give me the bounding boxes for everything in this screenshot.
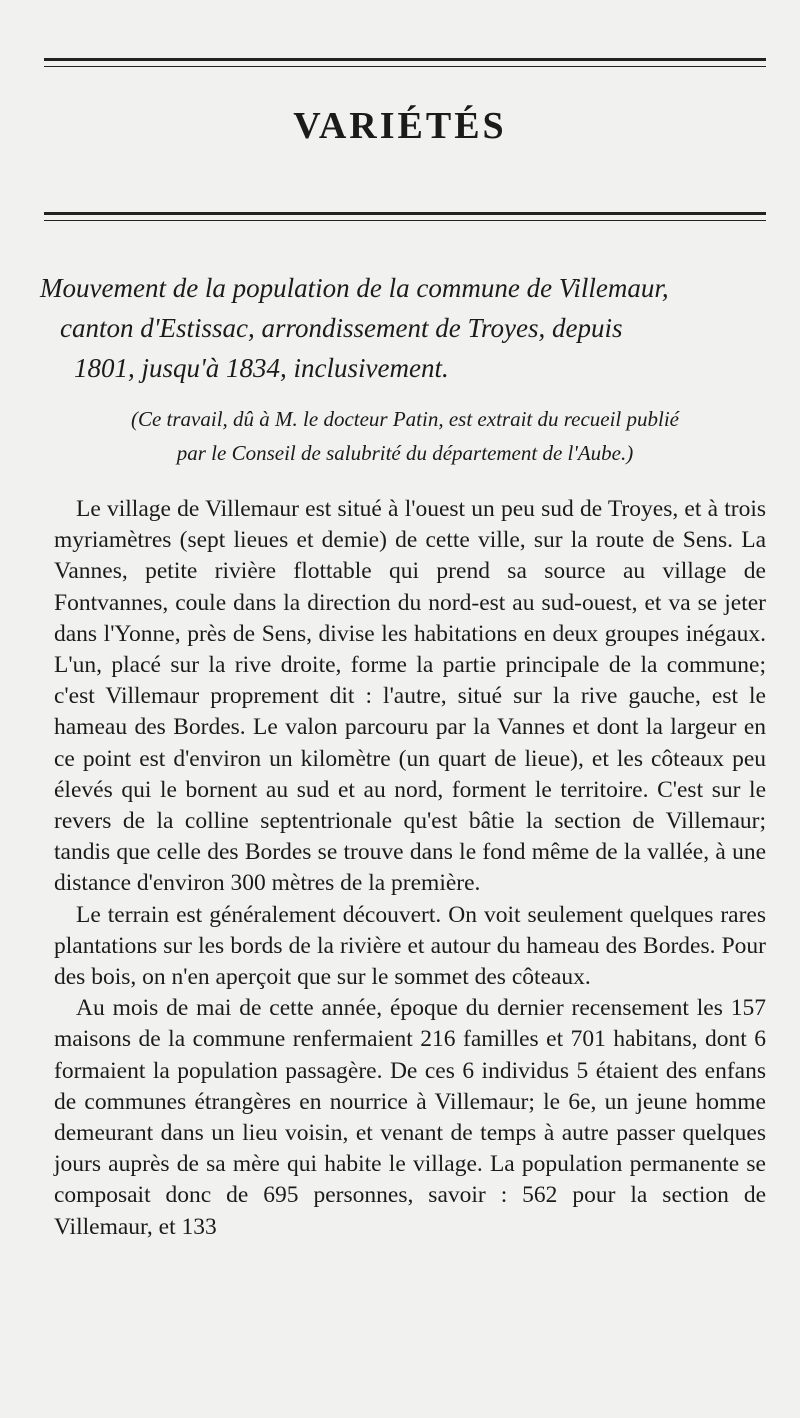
article-title-line-3: 1801, jusqu'à 1834, inclusivement. bbox=[74, 353, 449, 383]
heading-rule-thick bbox=[44, 212, 766, 215]
article-title bbox=[40, 268, 770, 388]
paragraph: Le village de Villemaur est situé à l'ouest un peu sud de Troyes, et à trois myriamètres (sept lieues et demie) de cette ville, sur la route de Sens. La Vannes, petite rivière flottable qui prend sa source au village de Fontvannes, coule dans la direction du nord-est au sud-ouest, et va se jeter dans l'Yonne, près de Sens, divise les habitations en deux groupes inégaux. L'un, placé sur la rive droite, forme la partie principale de la commune; c'est Villemaur proprement dit : l'autre, situé sur la rive gauche, est le hameau des Bordes. Le valon parcouru par la Vannes et dont la largeur en ce point est d'environ un kilomètre (un quart de lieue), et les côteaux peu élevés qui le bornent au sud et au nord, forment le territoire. C'est sur le revers de la colline septentrionale qu'est bâtie la section de Villemaur; tandis que celle des Bordes se trouve dans le fond même de la vallée, à une distance d'environ 300 mètres de la première. bbox=[54, 496, 766, 897]
top-rule-thin bbox=[44, 66, 766, 67]
paragraph: Le terrain est généralement découvert. On voit seulement quelques rares plantations sur les bords de la rivière et autour du hameau des Bordes. Pour des bois, on n'en aperçoit que sur le sommet des côteaux. bbox=[54, 901, 766, 991]
article-title-line-2: canton d'Estissac, arrondissement de Troyes, depuis bbox=[60, 313, 623, 343]
section-heading: VARIÉTÉS bbox=[293, 105, 507, 147]
paragraph: Au mois de mai de cette année, époque du dernier recensement les 157 maisons de la commune renfermaient 216 familles et 701 habitans, dont 6 formaient la population passagère. De ces 6 individus 5 étaient des enfans de communes étrangères en nourrice à Villemaur; le 6e, un jeune homme demeurant dans un lieu voisin, et venant de temps à autre passer quelques jours auprès de sa mère qui habite le village. La population permanente se composait donc de 695 personnes, savoir : 562 pour la section de Villemaur, et 133 bbox=[54, 995, 766, 1240]
source-note-line-1: (Ce travail, dû à M. le docteur Patin, est extrait du recueil publié bbox=[130, 407, 680, 431]
top-rule-thick bbox=[44, 58, 766, 61]
source-note-line-2: par le Conseil de salubrité du département de l'Aube.) bbox=[176, 441, 634, 465]
article-body bbox=[54, 494, 766, 1243]
article-title-line-1: Mouvement de la population de la commune de Villemaur, bbox=[40, 273, 669, 303]
heading-rule-thin bbox=[44, 220, 766, 221]
source-note bbox=[40, 402, 770, 470]
